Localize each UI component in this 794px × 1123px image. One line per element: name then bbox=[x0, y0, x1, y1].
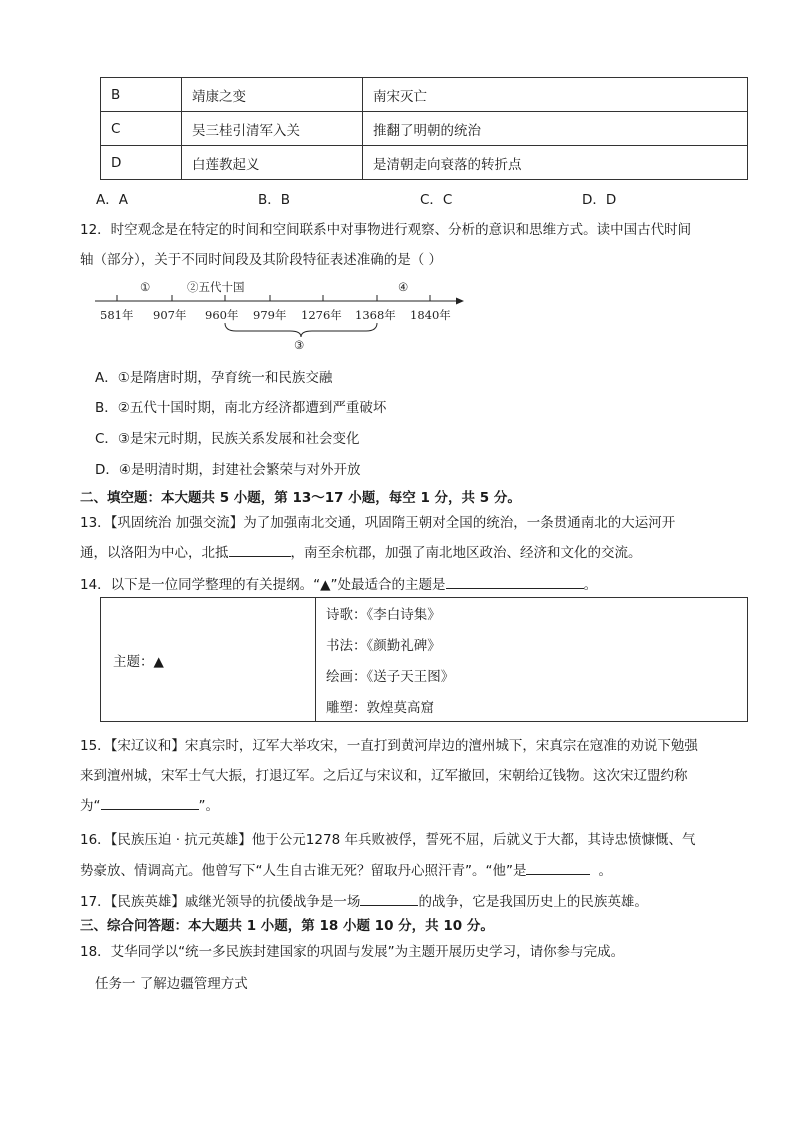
option-a[interactable]: A．A bbox=[96, 192, 128, 208]
q13-line1: 13．【巩固统治 加强交流】为了加强南北交通，巩固隋王朝对全国的统治，一条贯通南北的大运河开 bbox=[80, 515, 676, 531]
timeline-label-1: ① bbox=[140, 280, 151, 294]
option-b[interactable]: B．B bbox=[258, 192, 291, 208]
timeline-label-3: ③ bbox=[294, 338, 305, 352]
q15-line2: 来到澶州城，宋军士气大振，打退辽军。之后辽与宋议和，辽军撤回，宋朝给辽钱物。这次宋辽盟约称 bbox=[80, 768, 688, 784]
table-cell-letter: D bbox=[101, 146, 182, 180]
table-row bbox=[101, 78, 748, 112]
table-row bbox=[101, 598, 748, 629]
table-cell-desc: 推翻了明朝的统治 bbox=[363, 112, 748, 146]
q17-text-b: 的战争，它是我国历史上的民族英雄。 bbox=[418, 894, 648, 910]
q15-text-a: 为“ bbox=[80, 798, 101, 814]
table-cell-desc: 南宋灭亡 bbox=[363, 78, 748, 112]
q14-text-b: 。 bbox=[583, 577, 598, 593]
option-c[interactable]: C．C bbox=[420, 192, 453, 208]
table-row bbox=[101, 146, 748, 180]
table-cell-letter: B bbox=[101, 78, 182, 112]
timeline-arrow-icon bbox=[456, 298, 464, 305]
table-cell-desc: 是清朝走向衰落的转折点 bbox=[363, 146, 748, 180]
q15-line3 bbox=[80, 794, 219, 814]
year-1276: 1276年 bbox=[301, 308, 342, 322]
q14-theme-cell: 主题：▲ bbox=[101, 598, 316, 722]
q13-text-b: ，南至余杭郡，加强了南北地区政治、经济和文化的交流。 bbox=[290, 545, 642, 561]
q15-line1: 15．【宋辽议和】宋真宗时，辽军大举攻宋，一直打到黄河岸边的澶州城下，宋真宗在寇准的劝说下勉强 bbox=[80, 738, 698, 754]
timeline-brace bbox=[225, 323, 377, 337]
q13-line2 bbox=[80, 541, 642, 561]
q15-text-b: ”。 bbox=[198, 798, 219, 814]
year-581: 581年 bbox=[100, 308, 134, 322]
year-960: 960年 bbox=[205, 308, 239, 322]
q13-answer-blank[interactable] bbox=[229, 542, 291, 557]
table-cell-letter: C bbox=[101, 112, 182, 146]
q18-task1: 任务一 了解边疆管理方式 bbox=[95, 976, 248, 992]
timeline-figure bbox=[90, 275, 470, 355]
q14-answer-blank[interactable] bbox=[446, 574, 584, 589]
q17-answer-blank[interactable] bbox=[360, 891, 418, 906]
q14-outline-table bbox=[100, 597, 748, 722]
q15-answer-blank[interactable] bbox=[101, 795, 199, 810]
q12-option-c[interactable]: C．③是宋元时期，民族关系发展和社会变化 bbox=[95, 431, 360, 447]
q16-text-a: 势豪放、情调高亢。他曾写下“人生自古谁无死？留取丹心照汗青”。“他”是 bbox=[80, 863, 527, 879]
table-cell-event: 靖康之变 bbox=[182, 78, 363, 112]
section-3-heading: 三、综合问答题：本大题共 1 小题，第 18 小题 10 分，共 10 分。 bbox=[80, 918, 494, 934]
timeline-ticks bbox=[117, 295, 430, 301]
q12-option-a[interactable]: A．①是隋唐时期，孕育统一和民族交融 bbox=[95, 370, 333, 386]
q16-text-b: 。 bbox=[598, 863, 612, 879]
q11-table bbox=[100, 77, 748, 180]
q14-text-a: 14．以下是一位同学整理的有关提纲。“▲”处最适合的主题是 bbox=[80, 577, 446, 593]
year-1368: 1368年 bbox=[355, 308, 396, 322]
year-907: 907年 bbox=[153, 308, 187, 322]
table-row bbox=[101, 112, 748, 146]
option-d[interactable]: D．D bbox=[582, 192, 617, 208]
q14-item: 书法：《颜勤礼碑》 bbox=[316, 629, 748, 660]
q14-item: 雕塑：敦煌莫高窟 bbox=[316, 691, 748, 722]
q18-line1: 18．艾华同学以“统一多民族封建国家的巩固与发展”为主题开展历史学习，请你参与完成。 bbox=[80, 944, 625, 960]
timeline-label-2: ②五代十国 bbox=[187, 280, 245, 294]
q16-line2 bbox=[80, 859, 612, 879]
q14-item: 诗歌：《李白诗集》 bbox=[316, 598, 748, 629]
q12-stem-line1: 12．时空观念是在特定的时间和空间联系中对事物进行观察、分析的意识和思维方式。读中国古代时间 bbox=[80, 222, 692, 238]
q14-stem bbox=[80, 573, 597, 593]
q16-answer-blank[interactable] bbox=[526, 860, 590, 875]
table-cell-event: 吴三桂引清军入关 bbox=[182, 112, 363, 146]
q12-option-b[interactable]: B．②五代十国时期，南北方经济都遭到严重破坏 bbox=[95, 400, 387, 416]
q16-line1: 16．【民族压迫 · 抗元英雄】他于公元1278 年兵败被俘，誓死不屈，后就义于大都，其诗忠愤慷慨、气 bbox=[80, 832, 696, 848]
q13-text-a: 通，以洛阳为中心，北抵 bbox=[80, 545, 229, 561]
q14-item: 绘画：《送子天王图》 bbox=[316, 660, 748, 691]
q17-stem bbox=[80, 890, 648, 910]
q12-option-d[interactable]: D．④是明清时期，封建社会繁荣与对外开放 bbox=[95, 462, 361, 478]
q17-text-a: 17．【民族英雄】戚继光领导的抗倭战争是一场 bbox=[80, 894, 361, 910]
year-979: 979年 bbox=[253, 308, 287, 322]
timeline-label-4: ④ bbox=[398, 280, 409, 294]
q12-stem-line2: 轴（部分），关于不同时间段及其阶段特征表述准确的是（ ） bbox=[80, 252, 443, 268]
year-1840: 1840年 bbox=[410, 308, 451, 322]
table-cell-event: 白莲教起义 bbox=[182, 146, 363, 180]
section-2-heading: 二、填空题：本大题共 5 小题，第 13～17 小题，每空 1 分，共 5 分。 bbox=[80, 490, 521, 506]
